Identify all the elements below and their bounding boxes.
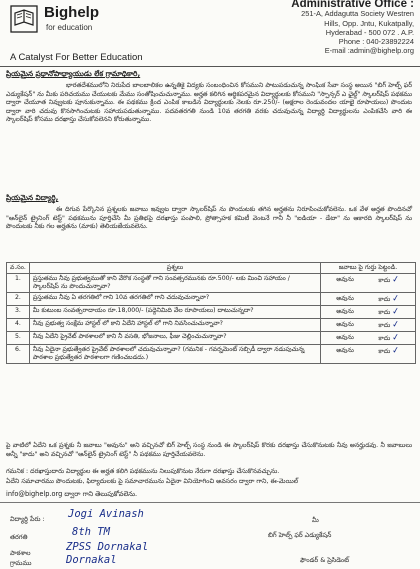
col-question-header: ప్రశ్నలు [29, 263, 320, 274]
village-value[interactable]: Dornakal [66, 554, 117, 566]
contact-note: ఏదేని సమాచారము పొందుటకు, ఫిర్యాదులకు పై సమాచారమును ఏదైనా వినియోగించి అవసరం ద్వారా గాని, ఈ-మెయిల్ [6, 478, 299, 485]
class-value[interactable]: 8th TM [72, 526, 110, 538]
table-header-row [7, 263, 416, 274]
eligibility-note: పై వాటిలో ఏదేని ఒక ప్రశ్నకు నీ జవాబు "అవును" అని వచ్చినచో బిగ్ హెల్ప్ సంస్థ నుండి ఈ స్కాలర్‌షిప్ కొరకు దరఖాస్తు చేసుకొనుటకు నీవు అనర్హుడవు. నీ జవాబులు అన్నీ "కాదు" అని వచ్చినచో "ఆన్‌లైన్ ట్రైనింగ్ టెస్ట్" నీ పథకము పూర్తిచేయవలెను. [6, 442, 412, 458]
no-option[interactable] [378, 275, 399, 285]
row-answer [321, 345, 416, 364]
village-label: గ్రామము [10, 559, 32, 567]
header-divider [0, 66, 420, 67]
row-question: మీ కుటుంబ సంవత్సరాదాయం రూ.18,000/- (పద్దెనిమిది వేల రూపాయలు) దాటుచున్నదా? [29, 306, 320, 319]
check-mark-icon: ✓ [391, 293, 401, 305]
office-line: Hyderabad - 500 072 . A.P. [325, 27, 414, 37]
check-mark-icon: ✓ [391, 274, 401, 286]
no-label: కాదు [378, 322, 391, 329]
contact-email: info@bighelp.org ద్వారా గాని తెలుపుకోవలెను. [6, 490, 138, 498]
col-answer-header: జవాబు పై గుర్తు పెట్టండి. [321, 263, 416, 274]
office-phone: Phone : 040-23892224 [338, 37, 414, 47]
office-address [224, 0, 414, 56]
check-mark-icon: ✓ [391, 332, 401, 344]
row-question: ప్రస్తుతము నీవు ప్రభుత్వముతో కాని వేరొక సంస్థతో గాని సంవత్సరమునకు రూ.500/- లకు మించి సహాయం / స్కాలర్‌షిప్ ను పొందుచున్నావా? [29, 274, 320, 293]
yes-option[interactable]: అవును [336, 334, 354, 341]
table-row [7, 306, 416, 319]
row-number: 6. [7, 345, 30, 364]
row-question: నీవు ప్రభుత్వ సంక్షేమ హాస్టల్ లో కాని ఏదేని హాస్టల్ లో గాని నివసించుచున్నావా? [29, 319, 320, 332]
row-number: 5. [7, 332, 30, 345]
check-mark-icon: ✓ [391, 306, 401, 318]
closing-word: మీ [312, 516, 319, 524]
office-line: Hills, Opp. Jntu, Kukatpally, [324, 18, 414, 28]
yes-option[interactable]: అవును [336, 321, 354, 328]
col-number-header: వ.సం. [7, 263, 30, 274]
tagline: A Catalyst For Better Education [10, 52, 143, 63]
no-label: కాదు [378, 348, 391, 355]
no-label: కాదు [378, 335, 391, 342]
class-label: తరగతి [10, 533, 28, 541]
row-answer [321, 293, 416, 306]
row-answer [321, 319, 416, 332]
table-row [7, 332, 416, 345]
no-option[interactable] [378, 320, 399, 330]
row-number: 2. [7, 293, 30, 306]
direct-apply-note: గమనిక : దరఖాస్తుదారు విద్యార్థుల ఈ అర్హత కలిగి పథకమును నిలుపుకొనుట నేరుగా దరఖాస్తు చేసుకొనవచ్చును. [6, 468, 280, 475]
office-email: E-mail :admin@bighelp.org [324, 46, 414, 56]
row-question: నీవు ఏదైనా ప్రభుత్వేతర ప్రైవేట్ పాఠశాలలో చదువుచున్నావా? (గమనిక - గవర్నమెంట్ సబ్సిడీ ద్వారా నడుపుచున్న పాఠశాల ప్రభుత్వేతర పాఠశాలగా గణించబడదు.) [29, 345, 320, 364]
office-title: Administrative Office : [291, 0, 414, 10]
no-option[interactable] [378, 333, 399, 343]
no-option[interactable] [378, 294, 399, 304]
no-label: కాదు [378, 277, 391, 284]
founder-title: ఫౌండర్ & ప్రెసిడెంట్ [300, 556, 350, 564]
office-line: 251-A, Addagutta Society Westren [301, 9, 414, 19]
salutation-student: ప్రియమైన విద్యార్థి, [6, 193, 59, 202]
student-name-value[interactable]: Jogi Avinash [68, 508, 144, 520]
check-mark-icon: ✓ [391, 345, 401, 357]
no-label: కాదు [378, 309, 391, 316]
salutation-headmaster: ప్రియమైన ప్రధానోపాధ్యాయుడు లేక గ్రామాధికారి, [6, 69, 141, 78]
intro-paragraph: భారతదేశములోని నిరుపేద బాలబాలికల ఉన్నతికై విద్యకు సంబంధించిన కోసముని పాటుపడుచున్న సాంఘిక సేవా సంస్థ అయిన "బిగ్ హెల్ప్ ఫర్ ఎడ్యుకేషన్" ను మీకు పరిచయము చేయుటకు మేము సంతోషించుచున్నాము. అర్హత కలిగిన ఆర్థికపరమైన విద్యార్థులకు కోసముని "స్పాన్సర్ ఎ ఛైల్డ్" స్కాలర్‌షిప్ పథకము ద్వారా చేయూత నివ్వుటకు పూనుకున్నాము. ఈ పథకము క్రింద ఎంపిక కాబడిన విద్యార్థులకు నెలకు రూ.250/- (అక్షరాల రెండువందల యాభై రూపాయలు) పొందుట ద్వారా వారి చదువు కొనసాగించుటకు సహాయపడుతున్నాము. పదవతరగతి నుండి 10వ తరగతి వరకు చదువుచున్న విద్యార్థి విద్యార్థులను ఎంపికచేసి వారి ఈ స్కాలర్‌షిప్ కోసము దరఖాస్తు చేసుకోవలెనని కోరుతున్నాము. [6, 82, 412, 124]
table-row [7, 293, 416, 306]
row-answer [321, 332, 416, 345]
eligibility-table [6, 262, 416, 364]
form-divider [0, 502, 420, 503]
check-mark-icon: ✓ [391, 319, 401, 331]
row-number: 3. [7, 306, 30, 319]
organization-sign: బిగ్ హెల్ప్ ఫర్ ఎడ్యుకేషన్ [268, 531, 332, 539]
table-row [7, 345, 416, 364]
school-label: పాఠశాల [10, 549, 31, 557]
row-question: నీవు ఏదేని ప్రైవేట్ పాఠశాలలో కాని నీ వసతి, భోజనాలు, ఫీజు చెల్లించుచున్నావా? [29, 332, 320, 345]
no-option[interactable] [378, 346, 399, 356]
bighelp-logo [8, 3, 158, 47]
no-label: కాదు [378, 296, 391, 303]
row-number: 1. [7, 274, 30, 293]
yes-option[interactable]: అవును [336, 347, 354, 354]
row-question: ప్రస్తుతము నీవు ఏ తరగతిలో గాని 10వ తరగతిలో గాని చదువుచున్నావా? [29, 293, 320, 306]
brand-name: Bighelp [44, 4, 99, 21]
yes-option[interactable]: అవును [336, 308, 354, 315]
row-answer [321, 306, 416, 319]
open-book-icon [10, 5, 38, 33]
row-answer [321, 274, 416, 293]
brand-subtitle: for education [46, 23, 93, 32]
school-value[interactable]: ZPSS Dornakal [66, 541, 149, 553]
yes-option[interactable]: అవును [336, 295, 354, 302]
row-number: 4. [7, 319, 30, 332]
no-option[interactable] [378, 307, 399, 317]
table-row [7, 319, 416, 332]
table-row [7, 274, 416, 293]
yes-option[interactable]: అవును [336, 276, 354, 283]
student-name-label: విద్యార్థి పేరు : [10, 515, 45, 523]
student-paragraph: ఈ దిగువ పేర్కొనిన ప్రశ్నలకు జవాబు ఇవ్వుట ద్వారా స్కాలర్‌షిప్ ను పొందుటకు తగిన అర్హతను నిరూపించుకోవలెను. ఒక వేళ అర్హత పొందినచో "ఆన్‌లైన్ ట్రైనింగ్ టెస్ట్" పథకమును పూర్తిచేసి మీ ప్రతిభపై దరఖాస్తు పంపాలి, ప్రోత్సాహక కమిటీ వెంటనే గానీ నీ "ఐడియా - డేటా" ను ఆకారది స్కాలర్‌షిప్ ను పొందుటకు నీకు గల అర్హతను (మాకు) తెలియజేయవలెను. [6, 206, 412, 231]
